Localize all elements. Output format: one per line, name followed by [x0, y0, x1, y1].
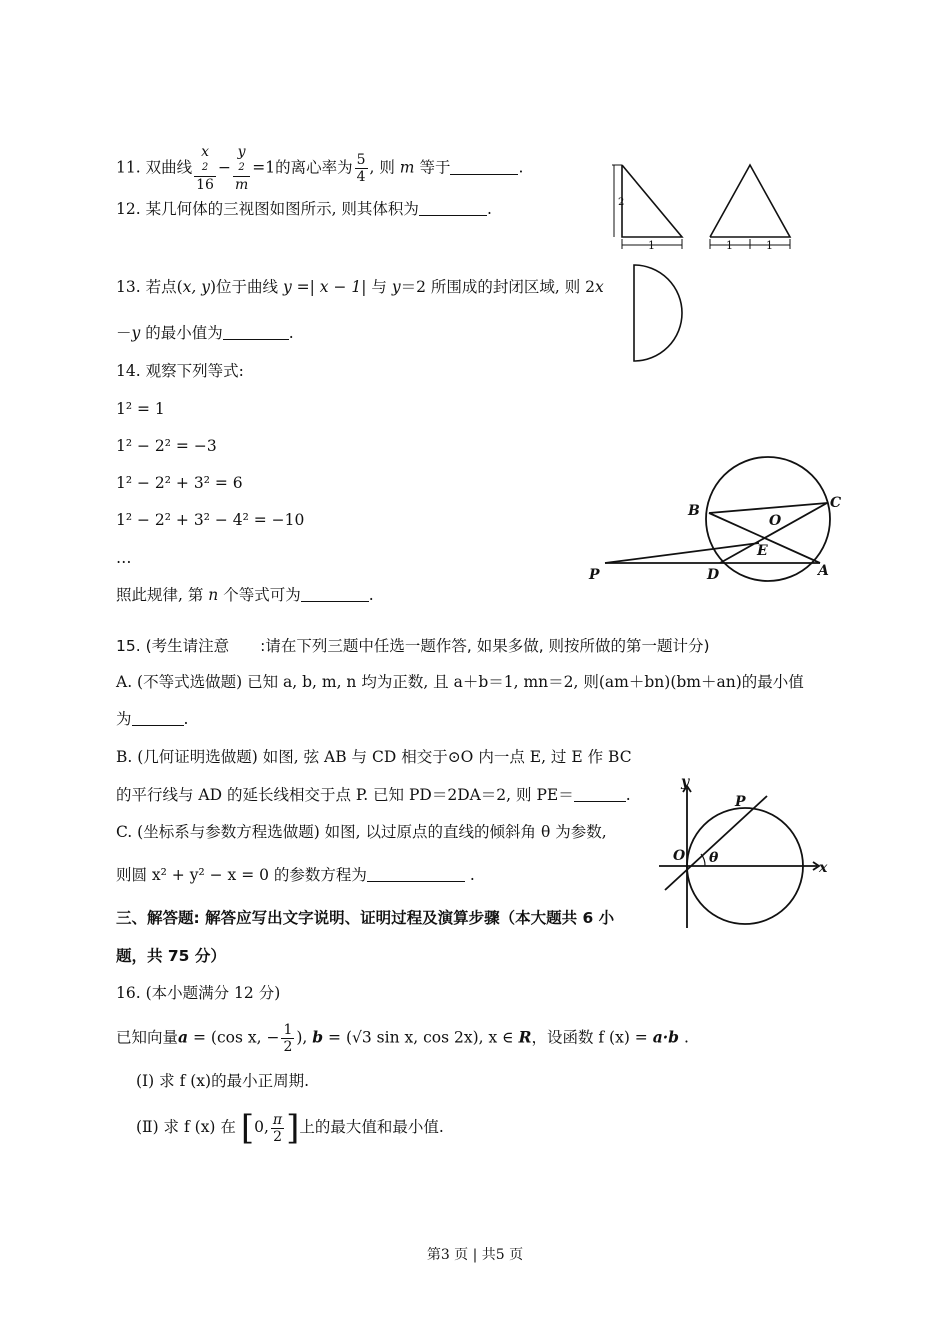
- answer-blank: [419, 200, 487, 216]
- three-view-figure: [610, 155, 800, 370]
- page-footer: 第3 页 | 共5 页: [426, 1247, 524, 1263]
- point-P: P: [589, 567, 600, 583]
- question-15-A-line2: 为 .: [116, 710, 189, 728]
- left-bracket: [: [240, 1108, 255, 1148]
- answer-blank: [223, 324, 289, 340]
- question-13-line1: 13. 若点(x, y)位于曲线 y =| x − 1| 与 y＝2 所围成的封闭区域, 则 2x: [116, 278, 604, 296]
- polar-circle-figure: [655, 778, 835, 930]
- circle-chord-figure: [585, 455, 860, 585]
- point-B: B: [688, 503, 700, 519]
- equation-3: 1² − 2² + 3² = 6: [116, 474, 243, 492]
- equation-4: 1² − 2² + 3² − 4² = −10: [116, 511, 305, 529]
- fraction-x2-16: x 2 16: [196, 144, 214, 193]
- question-14-ask: 照此规律, 第 n 个等式可为 .: [116, 586, 374, 604]
- dim-label-1a: 1: [648, 239, 655, 252]
- equation-1: 1² = 1: [116, 400, 165, 418]
- question-11: 11. 双曲线 x 2 16 − y 2 m =1的离心率为 $\frac{5}{4}$ , 则 m 等于 .: [116, 144, 524, 193]
- point-D: D: [707, 567, 720, 583]
- question-16-part-1: (Ⅰ) 求 f (x)的最小正周期.: [136, 1072, 309, 1090]
- fraction-5-4: $\frac{5}{4}$: [356, 152, 366, 185]
- question-15-B-line1: B. (几何证明选做题) 如图, 弦 AB 与 CD 相交于⊙O 内一点 E, 过 E 作 BC: [116, 748, 632, 766]
- dim-label-1b: 1: [726, 239, 733, 252]
- fraction-y2-m: y 2 m: [234, 144, 249, 193]
- question-16-header: 16. (本小题满分 12 分): [116, 984, 281, 1002]
- question-15-A-line1: A. (不等式选做题) 已知 a, b, m, n 均为正数, 且 a＋b＝1, mn＝2, 则(am＋bn)(bm＋an)的最小值: [116, 673, 804, 691]
- point-P-label: P: [735, 794, 746, 810]
- point-O: O: [769, 513, 782, 529]
- question-13-line2: －y 的最小值为 .: [116, 324, 294, 342]
- equation-2: 1² − 2² = −3: [116, 437, 217, 455]
- question-16-part-2: (Ⅱ) 求 f (x) 在 [0, $\frac{\pi}{2}$ ]上的最大值和最小值.: [136, 1108, 444, 1148]
- question-15-C-line2: 则圆 x² + y² − x = 0 的参数方程为 .: [116, 866, 475, 884]
- ellipsis: …: [116, 549, 132, 567]
- point-A: A: [818, 563, 829, 579]
- answer-blank: [301, 586, 369, 602]
- question-12: 12. 某几何体的三视图如图所示, 则其体积为 .: [116, 200, 492, 218]
- fraction-pi-2: $\frac{\pi}{2}$: [272, 1111, 283, 1145]
- point-E: E: [757, 543, 768, 559]
- axis-label-y: y: [681, 778, 690, 790]
- question-15-B-line2: 的平行线与 AD 的延长线相交于点 P. 已知 PD＝2DA＝2, 则 PE＝ .: [116, 786, 631, 804]
- question-15-C-line1: C. (坐标系与参数方程选做题) 如图, 以过原点的直线的倾斜角 θ 为参数,: [116, 823, 607, 841]
- question-15-header: 15. (考生请注意 :请在下列三题中任选一题作答, 如果多做, 则按所做的第一题计分): [116, 637, 710, 655]
- answer-blank: [574, 786, 626, 802]
- section-3-line1: 三、解答题: 解答应写出文字说明、证明过程及演算步骤（本大题共 6 小: [116, 909, 615, 927]
- answer-blank: [367, 866, 465, 882]
- dim-label-2: 2: [618, 197, 625, 208]
- axis-label-x: x: [819, 860, 828, 876]
- point-C: C: [830, 495, 842, 511]
- right-bracket: ]: [286, 1108, 300, 1148]
- origin-label: O: [673, 848, 686, 864]
- theta-label: θ: [709, 850, 719, 866]
- section-3-line2: 题，共 75 分）: [116, 947, 226, 965]
- fraction-1-2: $\frac{1}{2}$: [283, 1022, 293, 1055]
- answer-blank: [132, 710, 184, 726]
- question-14-intro: 14. 观察下列等式:: [116, 362, 244, 380]
- answer-blank: [450, 159, 518, 175]
- question-16-stem: 已知向量a = (cos x, − $\frac{1}{2}$ ), b = (√3 sin x, cos 2x), x ∈ R，设函数 f (x) = a·b .: [116, 1022, 689, 1055]
- dim-label-1c: 1: [766, 239, 773, 252]
